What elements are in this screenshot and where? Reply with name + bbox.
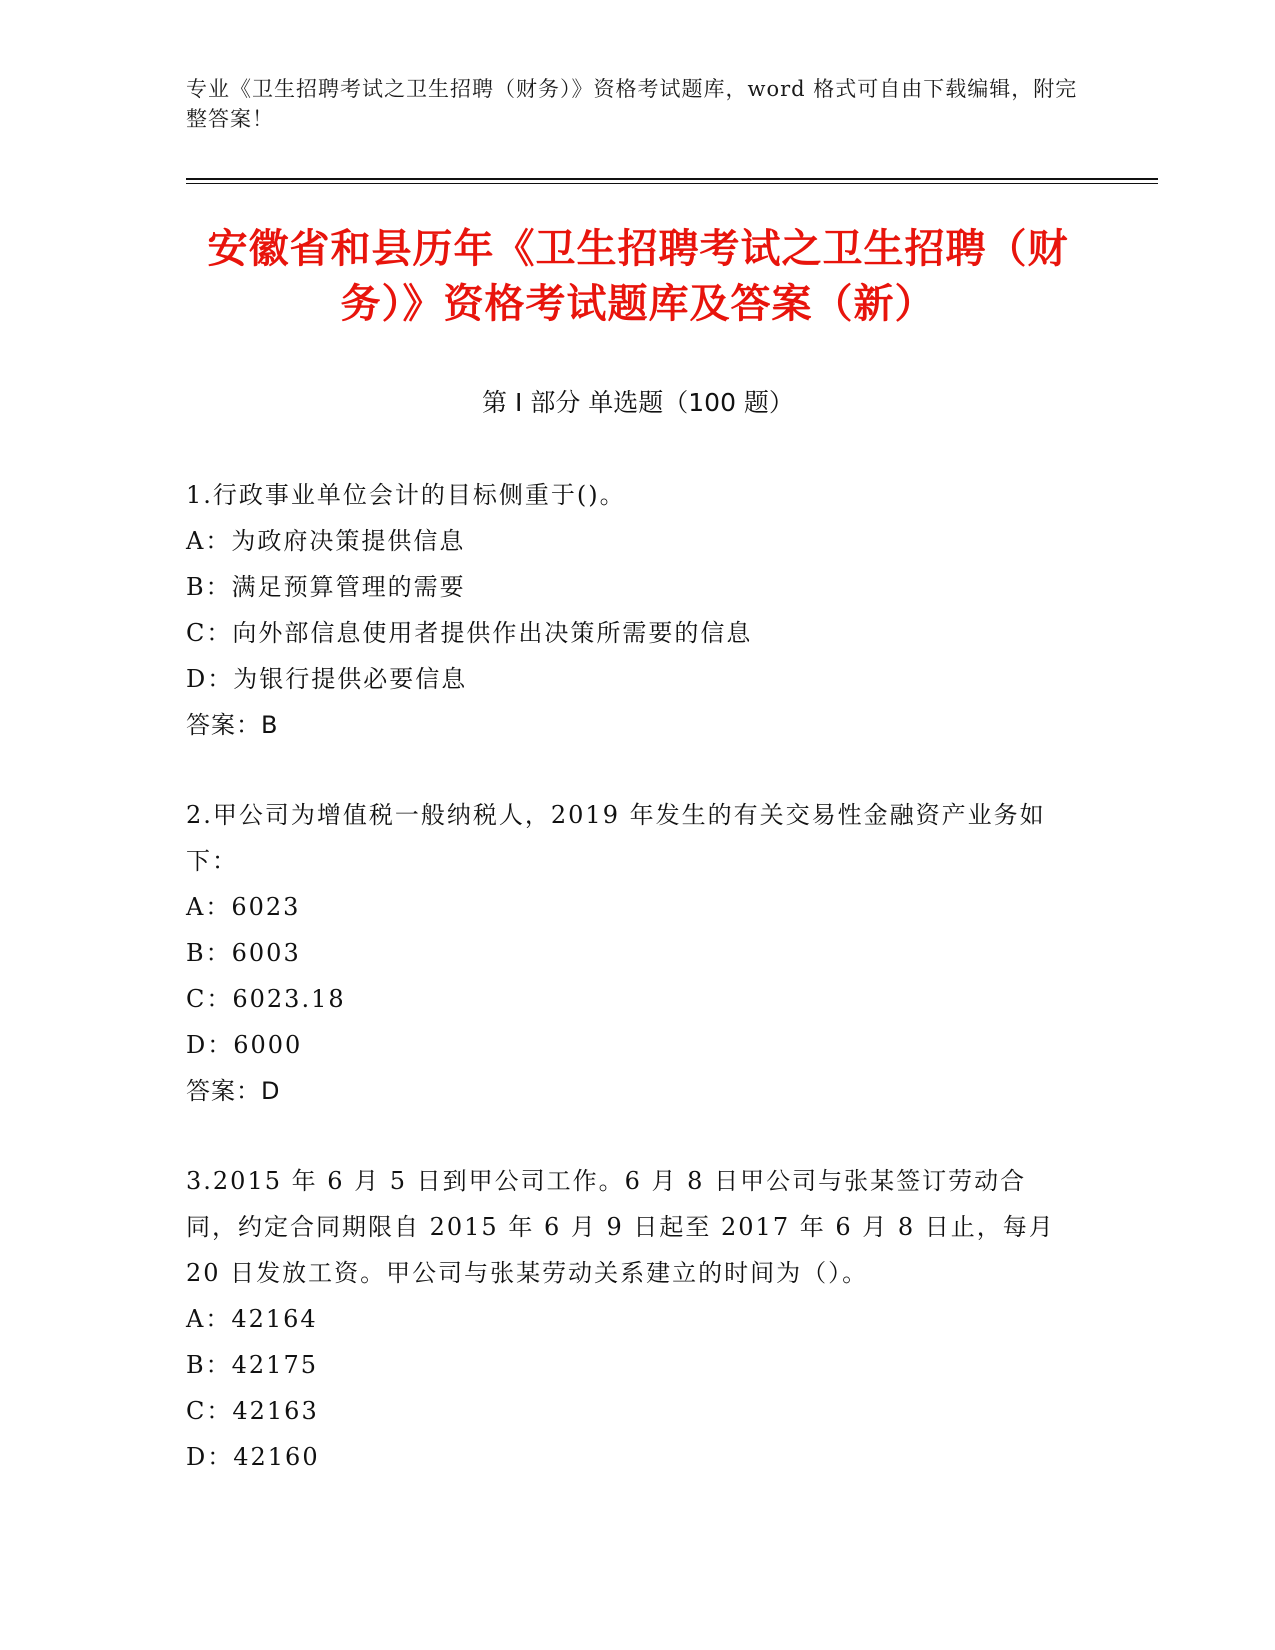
question-2	[186, 792, 1066, 1114]
question-1	[186, 472, 1066, 748]
question-stem: 2.甲公司为增值税一般纳税人，2019 年发生的有关交易性金融资产业务如下：	[186, 801, 1046, 875]
question-3	[186, 1158, 1066, 1480]
spacer	[186, 1114, 1066, 1158]
option-d: D：6000	[186, 1031, 303, 1059]
spacer	[186, 748, 1066, 792]
option-c: C：6023.18	[186, 985, 346, 1013]
option-b: B：满足预算管理的需要	[186, 573, 466, 601]
question-list	[186, 472, 1066, 1480]
option-b: B：6003	[186, 939, 301, 967]
section-heading: 第 I 部分 单选题（100 题）	[482, 388, 794, 417]
answer-line: 答案：D	[186, 1077, 281, 1105]
question-stem: 3.2015 年 6 月 5 日到甲公司工作。6 月 8 日甲公司与张某签订劳动合同，约定合同期限自 2015 年 6 月 9 日起至 2017 年 6 月 8 日止，每月 20 日发放工资。甲公司与张某劳动关系建立的时间为（）。	[186, 1167, 1055, 1287]
option-b: B：42175	[186, 1351, 318, 1379]
document-title: 安徽省和县历年《卫生招聘考试之卫生招聘（财务）》资格考试题库及答案（新）	[207, 226, 1069, 327]
option-c: C：向外部信息使用者提供作出决策所需要的信息	[186, 619, 753, 647]
answer-line: 答案：B	[186, 711, 279, 739]
option-a: A：42164	[186, 1305, 318, 1333]
option-a: A：为政府决策提供信息	[186, 527, 466, 555]
question-stem: 1.行政事业单位会计的目标侧重于()。	[186, 481, 626, 509]
header-divider-thin	[186, 183, 1158, 184]
option-a: A：6023	[186, 893, 301, 921]
option-d: D：42160	[186, 1443, 320, 1471]
header-divider	[186, 178, 1158, 180]
option-d: D：为银行提供必要信息	[186, 665, 468, 693]
option-c: C：42163	[186, 1397, 319, 1425]
header-note: 专业《卫生招聘考试之卫生招聘（财务）》资格考试题库，word 格式可自由下载编辑，附完整答案！	[186, 77, 1078, 131]
